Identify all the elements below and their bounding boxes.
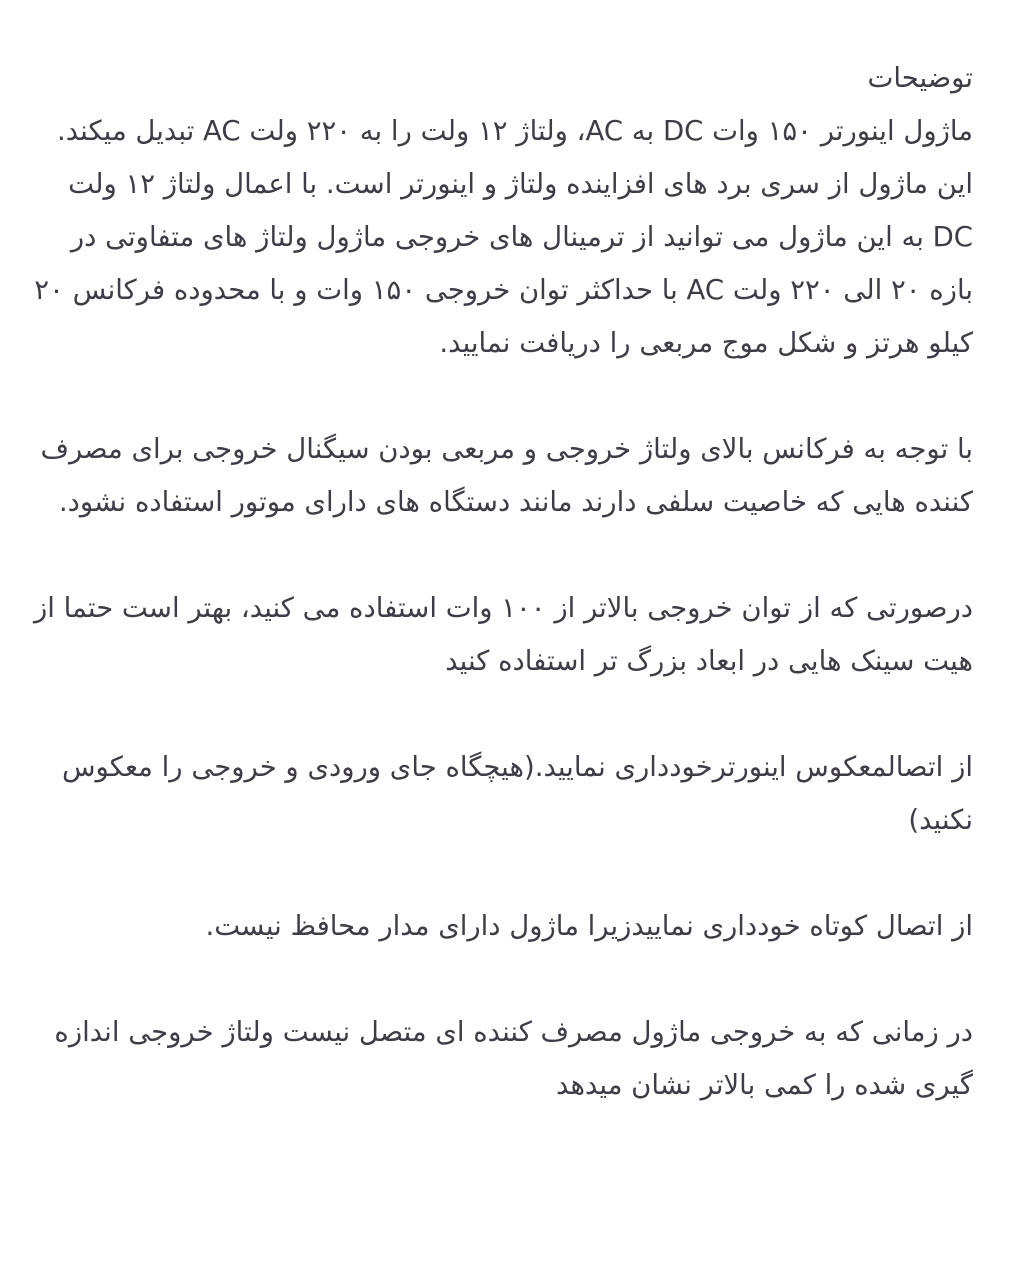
description-title: توضیحات — [867, 62, 973, 94]
description-paragraph-reverse-connection-warning: از اتصالمعکوس اینورترخودداری نمایید.(هیچگاه جای ورودی و خروجی را معکوس نکنید) — [61, 751, 973, 836]
product-description — [33, 52, 973, 1165]
description-paragraph-inductive-load-warning: با توجه به فرکانس بالای ولتاژ خروجی و مربعی بودن سیگنال خروجی برای مصرف کننده هایی که خاصیت سلفی دارند مانند دستگاه های دارای موتور استفاده نشود. — [40, 433, 973, 518]
description-paragraph-overview: ماژول اینورتر ۱۵۰ وات DC به AC، ولتاژ ۱۲ ولت را به ۲۲۰ ولت AC تبدیل میکند. این ماژول از سری برد های افزاینده ولتاژ و اینورتر است. با اعمال ولتاژ ۱۲ ولت DC به این ماژول می توانید از ترمینال های خروجی ماژول ولتاژ های متفاوتی در بازه ۲۰ الی ۲۲۰ ولت AC با حداکثر توان خروجی ۱۵۰ وات و با محدوده فرکانس ۲۰ کیلو هرتز و شکل موج مربعی را دریافت نمایید. — [34, 115, 973, 359]
description-paragraph-short-circuit-warning: از اتصال کوتاه خودداری نماییدزیرا ماژول دارای مدار محافظ نیست. — [205, 910, 973, 942]
description-paragraph-heatsink-note: درصورتی که از توان خروجی بالاتر از ۱۰۰ وات استفاده می کنید، بهتر است حتما از هیت سینک هایی در ابعاد بزرگ تر استفاده کنید — [33, 592, 973, 677]
description-paragraph-no-load-voltage-note: در زمانی که به خروجی ماژول مصرف کننده ای متصل نیست ولتاژ خروجی اندازه گیری شده را کمی بالاتر نشان میدهد — [54, 1016, 973, 1101]
